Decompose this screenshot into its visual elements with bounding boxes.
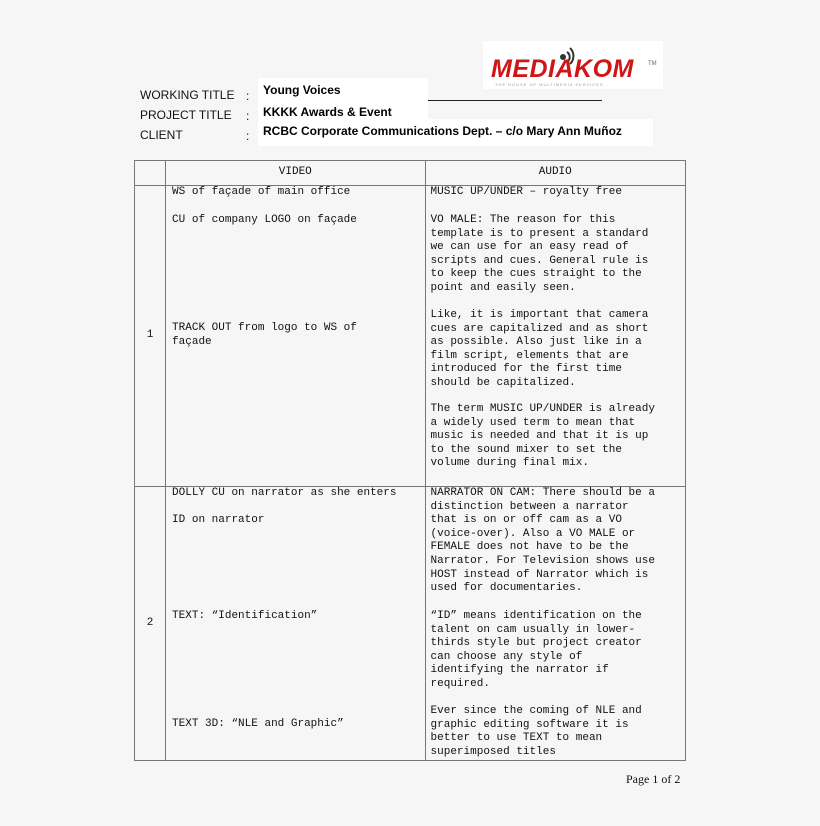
project-title-label: PROJECT TITLE (140, 108, 232, 122)
table-header-row (135, 161, 686, 186)
video-cue: TEXT 3D: “NLE and Graphic” (172, 718, 344, 730)
audio-cell (425, 487, 685, 761)
logo-tagline: THE HOUSE OF MULTIMEDIA SERVICES (495, 82, 604, 87)
audio-cue: MUSIC UP/UNDER – royalty free (430, 186, 622, 198)
video-cue: CU of company LOGO on façade (172, 214, 357, 226)
logo-wordmark: MEDIAKOM (491, 55, 634, 83)
audio-header: AUDIO (425, 161, 685, 186)
logo-trademark: TM (648, 61, 657, 67)
working-title-label: WORKING TITLE (140, 88, 235, 102)
client-colon: : (246, 129, 250, 143)
client-field[interactable]: RCBC Corporate Communications Dept. – c/o Mary Ann Muñoz (258, 119, 653, 146)
mediakom-logo (483, 41, 663, 89)
video-cell (166, 186, 425, 487)
table-row (135, 487, 686, 761)
video-cue: TRACK OUT from logo to WS of (172, 322, 357, 334)
project-title-colon: : (246, 109, 250, 123)
audio-cue: Ever since the coming of NLE and graphic editing software it is better to use TEXT to mean superimposed titles (430, 705, 642, 758)
video-cue: ID on narrator (172, 514, 265, 526)
video-header: VIDEO (166, 161, 425, 186)
audio-cue: The term MUSIC UP/UNDER is already a widely used term to mean that music is needed and that it is up to the sound mixer to set the volume during final mix. (430, 403, 655, 470)
number-header (135, 161, 166, 186)
video-cue: WS of façade of main office (172, 186, 351, 198)
video-cue: TEXT: “Identification” (172, 610, 318, 622)
client-label: CLIENT (140, 128, 183, 142)
audio-cue: “ID” means identification on the talent on cam usually in lower- thirds style but project creator can choose any style of identifying the narrator if required. (430, 610, 642, 690)
page-number: Page 1 of 2 (626, 772, 681, 786)
audio-cue: VO MALE: The reason for this template is to present a standard we can use for an easy read of scripts and cues. General rule is to keep the cues straight to the point and easily seen. (430, 214, 649, 294)
video-cell (166, 487, 425, 761)
working-title-colon: : (246, 89, 250, 103)
table-row (135, 186, 686, 487)
video-cue: DOLLY CU on narrator as she enters (172, 487, 397, 499)
project-title-field[interactable]: KKKK Awards & Event (258, 100, 428, 122)
working-title-underline (428, 100, 602, 101)
row-number: 2 (135, 487, 166, 761)
row-number: 1 (135, 186, 166, 487)
audio-cue: Like, it is important that camera cues are capitalized and as short as possible. Also just like in a film script, elements that are introduced for the first time should be capitalized. (430, 309, 649, 389)
working-title-field[interactable]: Young Voices (258, 78, 428, 102)
audio-cell (425, 186, 685, 487)
audio-cue: NARRATOR ON CAM: There should be a distinction between a narrator that is on or off cam as a VO (voice-over). Also a VO MALE or FEMALE does not have to be the Narrator. For Television shows use HOST instead of Narrator which is used for documentaries. (430, 487, 655, 595)
script-table (134, 160, 686, 761)
video-cue: façade (172, 336, 212, 348)
